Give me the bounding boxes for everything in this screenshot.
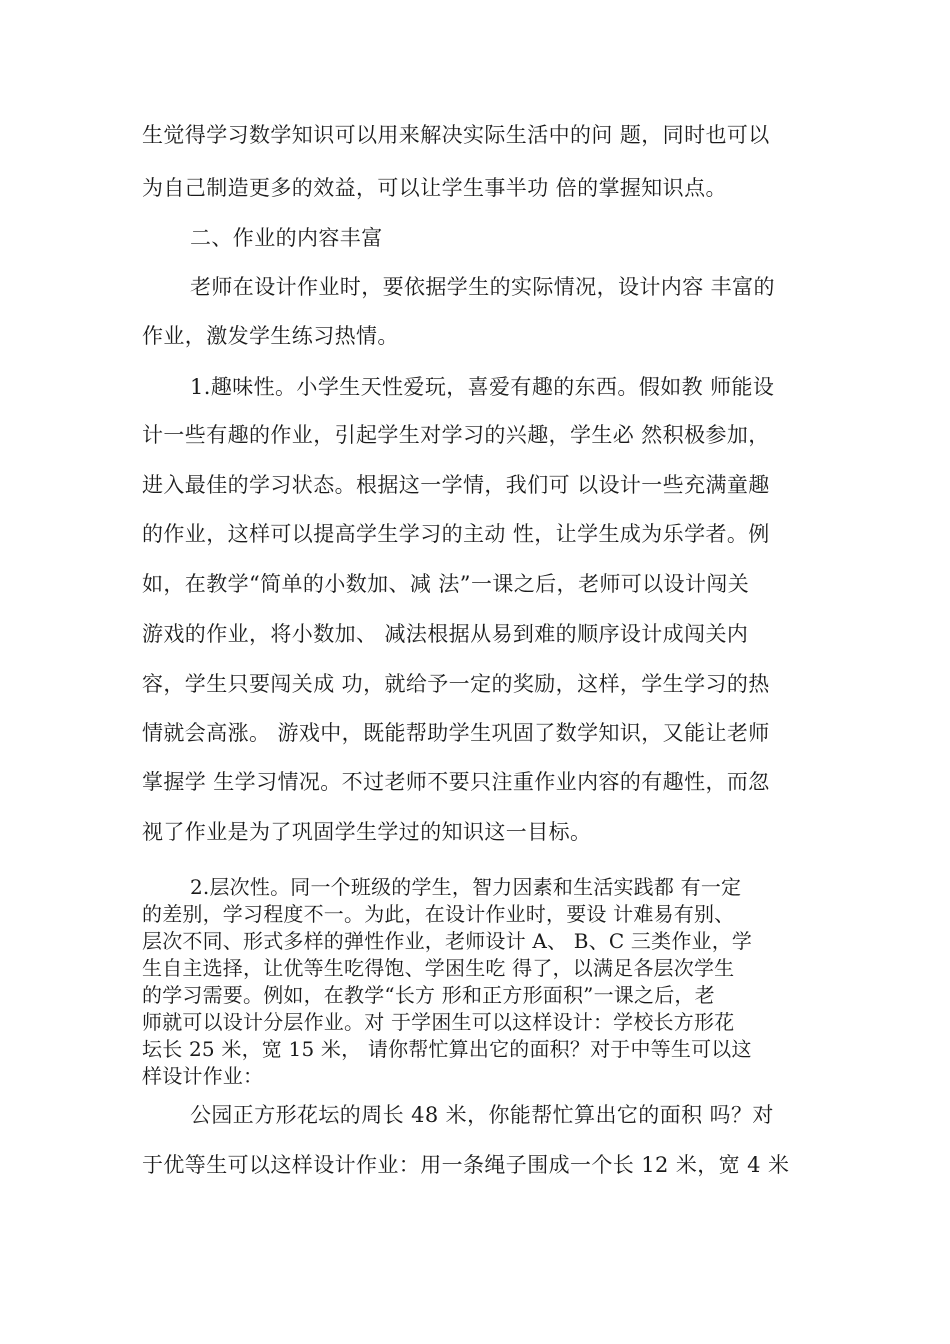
section-heading: 二、作业的内容丰富 (190, 226, 383, 250)
text-line-1: 生觉得学习数学知识可以用来解决实际生活中的问 题，同时也可以 (142, 123, 770, 147)
text-line-5: 作业，激发学生练习热情。 (142, 324, 399, 348)
text-line-2: 为自己制造更多的效益，可以让学生事半功 倍的掌握知识点。 (142, 176, 727, 200)
text-line-14: 掌握学 生学习情况。不过老师不要只注重作业内容的有趣性，而忽 (142, 770, 770, 794)
text-line-10: 如，在教学“简单的小数加、减 法”一课之后，老师可以设计闯关 (142, 572, 750, 596)
text-line-9: 的作业，这样可以提高学生学习的主动 性，让学生成为乐学者。例 (142, 522, 770, 546)
text-line-13: 情就会高涨。 游戏中，既能帮助学生巩固了数学知识，又能让老师 (142, 721, 770, 745)
text-line-17: 的差别，学习程度不一。为此，在设计作业时，要设 计难易有别、 (142, 902, 735, 926)
text-line-21: 师就可以设计分层作业。对 于学困生可以这样设计：学校长方形花 (142, 1010, 735, 1034)
text-line-18: 层次不同、形式多样的弹性作业，老师设计 A、 B、C 三类作业，学 (142, 929, 753, 953)
text-line-16: 2.层次性。同一个班级的学生，智力因素和生活实践都 有一定 (190, 875, 742, 899)
text-line-22: 坛长 25 米，宽 15 米， 请你帮忙算出它的面积？对于中等生可以这 (142, 1037, 752, 1061)
text-line-15: 视了作业是为了巩固学生学过的知识这一目标。 (142, 820, 592, 844)
text-line-12: 容，学生只要闯关成 功，就给予一定的奖励，这样，学生学习的热 (142, 672, 770, 696)
text-line-8: 进入最佳的学习状态。根据这一学情，我们可 以设计一些充满童趣 (142, 473, 770, 497)
text-line-20: 的学习需要。例如，在教学“长方 形和正方形面积”一课之后，老 (142, 983, 715, 1007)
text-line-4: 老师在设计作业时，要依据学生的实际情况，设计内容 丰富的 (190, 275, 775, 299)
text-line-11: 游戏的作业，将小数加、 减法根据从易到难的顺序设计成闯关内 (142, 622, 749, 646)
text-line-19: 生自主选择，让优等生吃得饱、学困生吃 得了，以满足各层次学生 (142, 956, 735, 980)
text-line-7: 计一些有趣的作业，引起学生对学习的兴趣，学生必 然积极参加， (142, 423, 770, 447)
text-line-25: 于优等生可以这样设计作业：用一条绳子围成一个长 12 米，宽 4 米 (142, 1153, 790, 1177)
text-line-23: 样设计作业： (142, 1064, 264, 1088)
text-line-24: 公园正方形花坛的周长 48 米，你能帮忙算出它的面积 吗？对 (190, 1103, 774, 1127)
text-line-6: 1.趣味性。小学生天性爱玩，喜爱有趣的东西。假如教 师能设 (190, 375, 775, 399)
